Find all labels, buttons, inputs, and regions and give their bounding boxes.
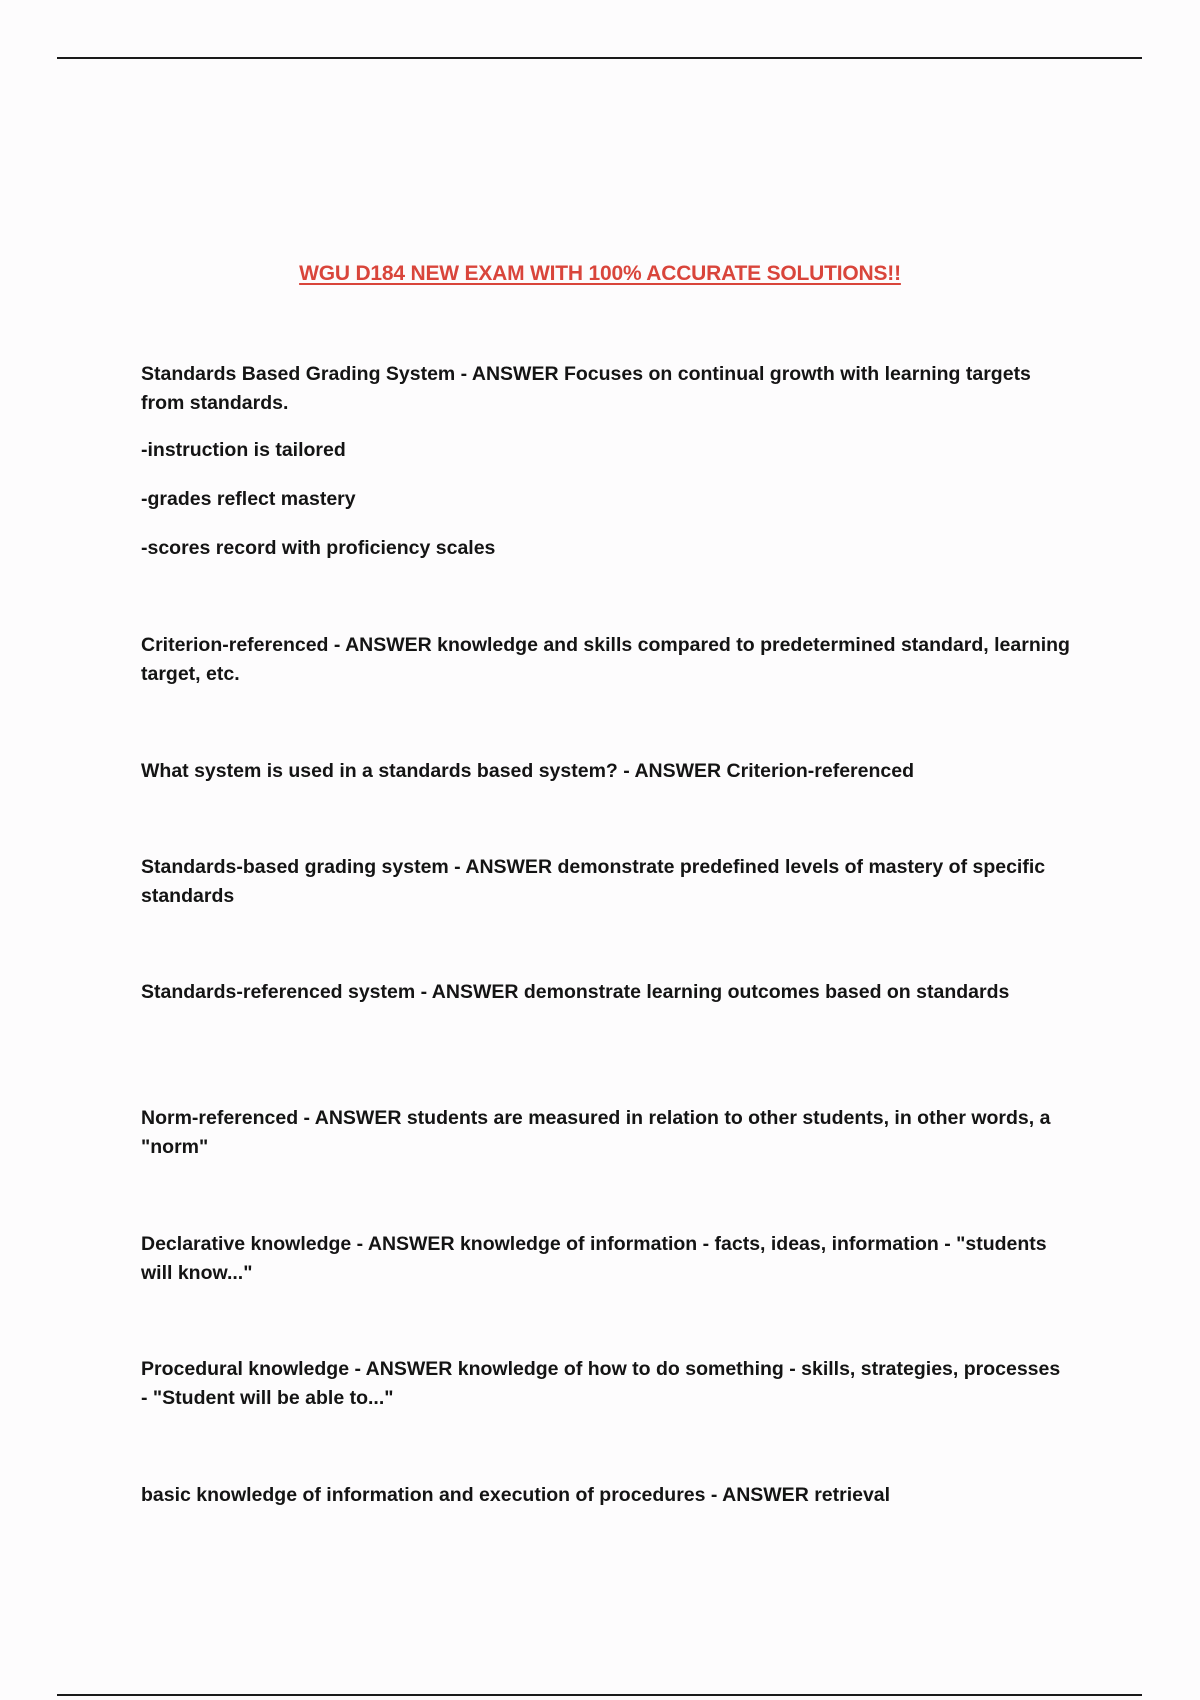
entry-bullet-instruction: -instruction is tailored <box>141 439 346 461</box>
top-divider <box>57 57 1142 59</box>
entry-standards-referenced: Standards-referenced system - ANSWER demonstrate learning outcomes based on standards <box>141 981 1010 1003</box>
entry-standards-based-grading: Standards Based Grading System - ANSWER Focuses on continual growth with learning targets from standards. <box>141 363 1031 414</box>
bottom-divider <box>57 1694 1142 1696</box>
entry-bullet-grades: -grades reflect mastery <box>141 488 356 510</box>
document-title: WGU D184 NEW EXAM WITH 100% ACCURATE SOLUTIONS!! <box>299 262 901 285</box>
entry-retrieval: basic knowledge of information and execution of procedures - ANSWER retrieval <box>141 1484 891 1506</box>
entry-standards-based-grading-system: Standards-based grading system - ANSWER demonstrate predefined levels of mastery of specific standards <box>141 856 1046 907</box>
entry-norm-referenced: Norm-referenced - ANSWER students are measured in relation to other students, in other words, a "norm" <box>141 1107 1051 1158</box>
entry-bullet-scores: -scores record with proficiency scales <box>141 537 496 559</box>
entry-procedural-knowledge: Procedural knowledge - ANSWER knowledge of how to do something - skills, strategies, processes - "Student will be able to..." <box>141 1358 1061 1409</box>
entry-what-system: What system is used in a standards based system? - ANSWER Criterion-referenced <box>141 760 914 782</box>
entry-declarative-knowledge: Declarative knowledge - ANSWER knowledge of information - facts, ideas, information - "students will know..." <box>141 1233 1047 1284</box>
entry-criterion-referenced: Criterion-referenced - ANSWER knowledge and skills compared to predetermined standard, learning target, etc. <box>141 634 1070 685</box>
